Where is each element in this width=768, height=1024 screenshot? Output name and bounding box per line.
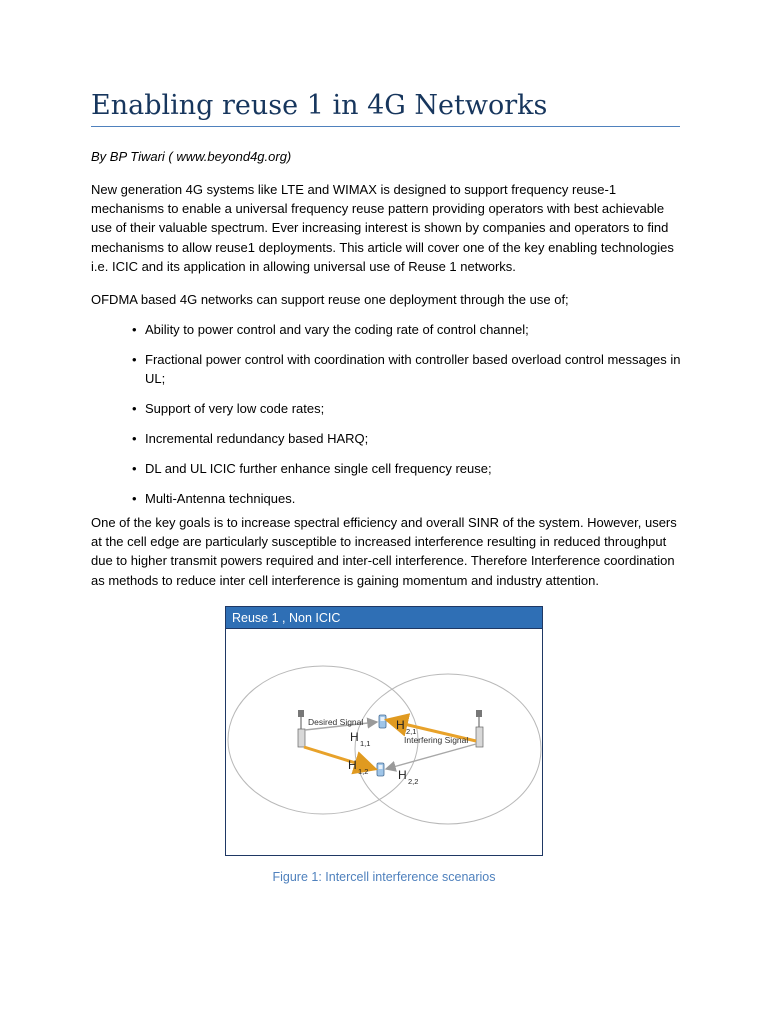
list-item-text: DL and UL ICIC further enhance single cell frequency reuse;: [145, 461, 492, 477]
interference-diagram: [226, 629, 542, 855]
bullet-icon: •: [132, 431, 137, 447]
channel-label-h22: [398, 768, 418, 786]
cell-2-coverage: [355, 674, 541, 824]
cell-1-to-mobile-2-path: [304, 747, 375, 769]
channel-label-h21: [396, 718, 416, 736]
desired-signal-label: Desired Signal: [308, 717, 364, 727]
list-item-text: Support of very low code rates;: [145, 401, 325, 417]
channel-label-h21-sub: 2,1: [406, 727, 417, 736]
channel-label-h11: [350, 730, 370, 748]
mobile-device-2-icon: [377, 763, 384, 776]
channel-label-h12: [348, 758, 368, 776]
channel-label-h12-sub: 1,2: [358, 767, 369, 776]
title-divider: [91, 126, 680, 127]
figure-caption: Figure 1: Intercell interference scenarios: [272, 870, 496, 884]
list-item: [132, 320, 684, 339]
byline: By BP Tiwari ( www.beyond4g.org): [91, 149, 292, 164]
list-item: [132, 489, 684, 508]
list-item: [132, 399, 684, 418]
list-item: [132, 429, 684, 448]
technique-list: [132, 320, 684, 519]
channel-label-h11-sub: 1,1: [360, 739, 371, 748]
bullet-icon: •: [132, 491, 137, 507]
bullet-icon: •: [132, 322, 137, 337]
list-item-text: Incremental redundancy based HARQ;: [145, 431, 369, 447]
figure-header: Reuse 1 , Non ICIC: [226, 607, 542, 629]
page-title: Enabling reuse 1 in 4G Networks: [91, 90, 548, 121]
bullet-icon: •: [132, 461, 137, 477]
channel-label-h22-main: H: [398, 768, 407, 782]
cell-1-coverage: [228, 666, 418, 814]
channel-label-h11-main: H: [350, 730, 359, 744]
ofdma-paragraph: OFDMA based 4G networks can support reuse one deployment through the use of;: [91, 292, 569, 307]
list-item: [132, 350, 684, 388]
bullet-icon: •: [132, 352, 137, 367]
channel-label-h12-main: H: [348, 758, 357, 772]
cell-edge-paragraph: One of the key goals is to increase spectral efficiency and overall SINR of the system. However, users at the cell edge are particularly susceptible to increased interference resulting in reduced throughput due to higher transmit powers required and inter-cell interference. Therefore Interference coordination as methods to reduce inter cell interference is gaining momentum and industry attention.: [91, 515, 677, 588]
interfering-signal-label: Interfering Signal: [404, 735, 469, 745]
list-item: [132, 459, 684, 478]
channel-label-h21-main: H: [396, 718, 405, 732]
intro-paragraph: New generation 4G systems like LTE and WIMAX is designed to support frequency reuse-1 mechanisms to enable a universal frequency reuse pattern providing operators with best achievable use of their valuable spectrum. Ever increasing interest is shown by companies and operators to find mechanisms to allow reuse1 deployments. This article will cover one of the key enabling technologies i.e. ICIC and its application in allowing universal use of Reuse 1 networks.: [91, 182, 674, 274]
bullet-icon: •: [132, 401, 137, 417]
cell-2-to-mobile-2-path: [386, 744, 476, 769]
interference-figure: [225, 606, 543, 856]
list-item-text: Fractional power control with coordination with controller based overload control messages in UL;: [145, 352, 681, 387]
base-station-2-icon: [476, 710, 483, 747]
base-station-1-icon: [298, 710, 305, 747]
list-item-text: Multi-Antenna techniques.: [145, 491, 296, 507]
channel-label-h22-sub: 2,2: [408, 777, 419, 786]
mobile-device-1-icon: [379, 715, 386, 728]
list-item-text: Ability to power control and vary the coding rate of control channel;: [145, 322, 529, 337]
